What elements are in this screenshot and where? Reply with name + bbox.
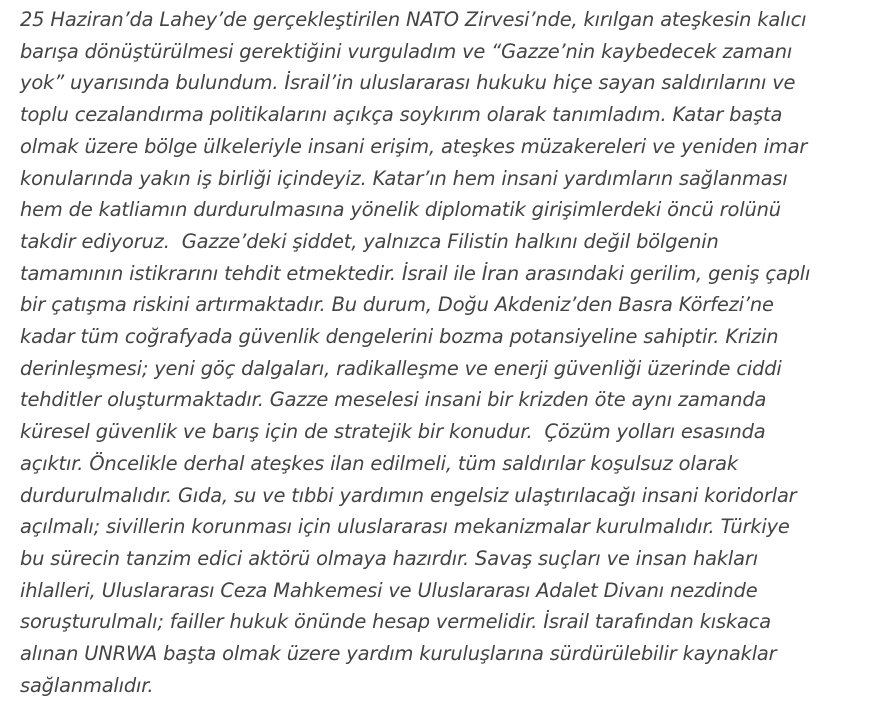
paragraph-line-22: sağlanmalıdır. xyxy=(20,673,154,697)
paragraph-line-18: bu sürecin tanzim edici aktörü olmaya hazırdır. Savaş suçları ve insan hakları xyxy=(20,546,758,570)
paragraph-line-14: küresel güvenlik ve barış için de stratejik bir konudur. Çözüm yolları esasında xyxy=(20,420,766,444)
article-paragraph xyxy=(20,4,860,701)
paragraph-line-13: tehditler oluşturmaktadır. Gazze meselesi insani bir krizden öte aynı zamanda xyxy=(20,388,767,412)
paragraph-line-7: hem de katliamın durdurulmasına yönelik diplomatik girişimlerdeki öncü rolünü xyxy=(20,198,781,222)
paragraph-line-12: derinleşmesi; yeni göç dalgaları, radikalleşme ve enerji güvenliği üzerinde ciddi xyxy=(20,356,782,380)
paragraph-line-11: kadar tüm coğrafyada güvenlik dengelerini bozma potansiyeline sahiptir. Krizin xyxy=(20,325,779,349)
paragraph-line-3: yok” uyarısında bulundum. İsrail’in uluslararası hukuku hiçe sayan saldırılarını ve xyxy=(20,71,796,95)
paragraph-line-4: toplu cezalandırma politikalarını açıkça soykırım olarak tanımladım. Katar başta xyxy=(20,103,783,127)
paragraph-line-15: açıktır. Öncelikle derhal ateşkes ilan edilmeli, tüm saldırılar koşulsuz olarak xyxy=(20,451,738,475)
paragraph-line-19: ihlalleri, Uluslararası Ceza Mahkemesi ve Uluslararası Adalet Divanı nezdinde xyxy=(20,578,758,602)
paragraph-line-21: alınan UNRWA başta olmak üzere yardım kuruluşlarına sürdürülebilir kaynaklar xyxy=(20,642,777,666)
paragraph-line-2: barışa dönüştürülmesi gerektiğini vurguladım ve “Gazze’nin kaybedecek zamanı xyxy=(20,39,793,63)
paragraph-line-17: açılmalı; sivillerin korunması için uluslararası mekanizmalar kurulmalıdır. Türkiye xyxy=(20,515,790,539)
paragraph-line-8: takdir ediyoruz. Gazze’deki şiddet, yalnızca Filistin halkını değil bölgenin xyxy=(20,229,719,253)
paragraph-line-5: olmak üzere bölge ülkeleriyle insani erişim, ateşkes müzakereleri ve yeniden imar xyxy=(20,134,808,158)
paragraph-line-16: durdurulmalıdır. Gıda, su ve tıbbi yardımın engelsiz ulaştırılacağı insani koridorlar xyxy=(20,483,797,507)
paragraph-line-9: tamamının istikrarını tehdit etmektedir. İsrail ile İran arasındaki gerilim, geniş çaplı xyxy=(20,261,811,285)
paragraph-line-1: 25 Haziran’da Lahey’de gerçekleştirilen NATO Zirvesi’nde, kırılgan ateşkesin kalıcı xyxy=(20,8,807,31)
paragraph-line-20: soruşturulmalı; failler hukuk önünde hesap vermelidir. İsrail tarafından kıskaca xyxy=(20,610,772,634)
paragraph-line-6: konularında yakın iş birliği içindeyiz. Katar’ın hem insani yardımların sağlanması xyxy=(20,166,788,190)
paragraph-line-10: bir çatışma riskini artırmaktadır. Bu durum, Doğu Akdeniz’den Basra Körfezi’ne xyxy=(20,293,774,317)
